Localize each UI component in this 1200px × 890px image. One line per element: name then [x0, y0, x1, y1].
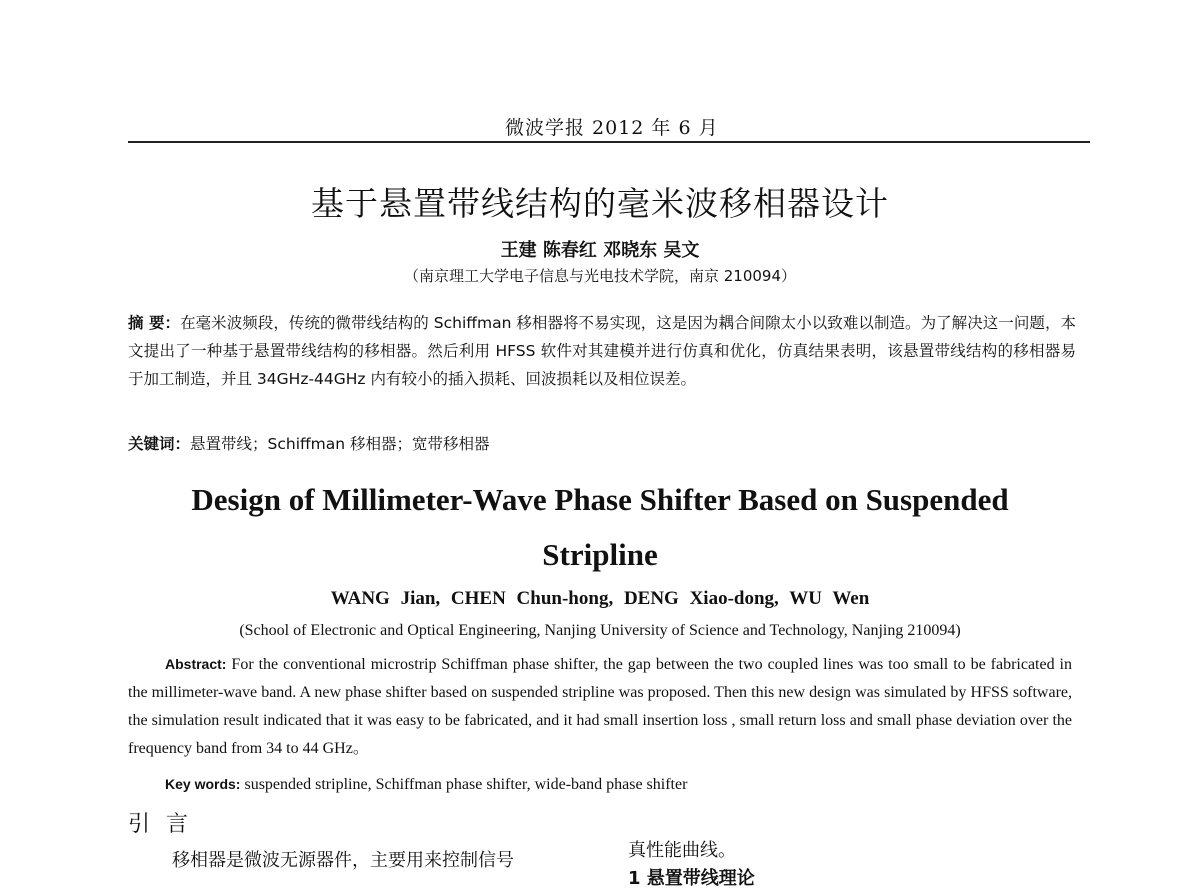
abstract-text-cn: 在毫米波频段，传统的微带线结构的 Schiffman 移相器将不易实现，这是因为耦合间隙太小以致难以制造。为了解决这一问题，本文提出了一种基于悬置带线结构的移相器。然后利用 HFSS 软件对其建模并进行仿真和优化，仿真结果表明，该悬置带线结构的移相器易于加工制造，并且 34GHz-44GHz 内有较小的插入损耗、回波损耗以及相位误差。 — [128, 314, 1076, 388]
abstract-cn — [128, 309, 1076, 393]
abstract-label-cn: 摘 要： — [128, 314, 181, 332]
paper-title-en — [0, 472, 1200, 582]
keywords-text-en: suspended stripline, Schiffman phase shifter, wide-band phase shifter — [240, 776, 688, 793]
affiliation-cn: （南京理工大学电子信息与光电技术学院，南京 210094） — [403, 267, 797, 285]
authors-cn: 王建 陈春红 邓晓东 吴文 — [500, 240, 700, 261]
keywords-cn — [128, 432, 490, 454]
paper-title-cn: 基于悬置带线结构的毫米波移相器设计 — [311, 184, 889, 223]
section-heading-intro: 引言 — [128, 812, 205, 837]
body-left-column-text: 移相器是微波无源器件，主要用来控制信号 — [172, 850, 514, 871]
abstract-label-en: Abstract: — [165, 656, 227, 672]
body-right-column-text: 真性能曲线。 — [628, 840, 736, 861]
keywords-text-cn: 悬置带线；Schiffman 移相器；宽带移相器 — [190, 435, 490, 453]
affiliation-en: (School of Electronic and Optical Engineering, Nanjing University of Science and Technology, Nanjing 210094) — [239, 622, 961, 639]
section-heading-1: 1 悬置带线理论 — [628, 868, 755, 889]
keywords-label-en: Key words: — [165, 776, 241, 792]
authors-en: WANG Jian, CHEN Chun-hong, DENG Xiao-dong, WU Wen — [330, 588, 870, 609]
abstract-en — [128, 650, 1072, 763]
paper-title-en-text: Design of Millimeter-Wave Phase Shifter Based on Suspended Stripline — [191, 482, 1009, 572]
journal-header: 微波学报 2012 年 6 月 — [505, 117, 719, 139]
keywords-en — [165, 776, 687, 794]
keywords-label-cn: 关键词： — [128, 435, 191, 453]
header-rule — [128, 141, 1090, 143]
abstract-text-en: For the conventional microstrip Schiffman phase shifter, the gap between the two coupled lines was too small to be fabricated in the millimeter-wave band. A new phase shifter based on suspended stripline was proposed. Then this new design was simulated by HFSS software, the simulation result indicated that it was easy to be fabricated, and it had small insertion loss , small return loss and small phase deviation over the frequency band from 34 to 44 GHz。 — [128, 656, 1072, 757]
